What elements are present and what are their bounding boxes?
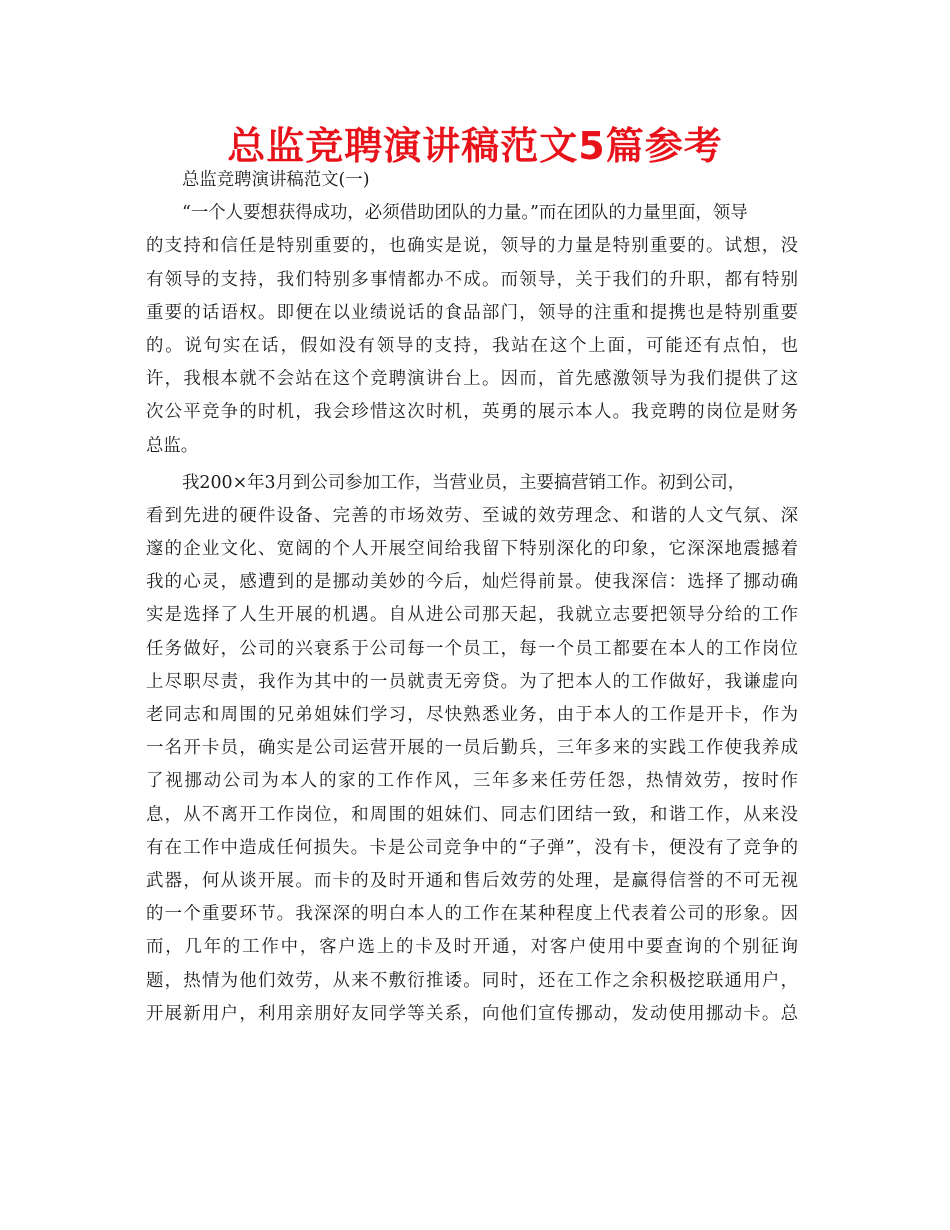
paragraph-line: 老同志和周围的兄弟姐妹们学习，尽快熟悉业务，由于本人的工作是开卡，作为 <box>146 705 798 725</box>
paragraph-line: 一名开卡员，确实是公司运营开展的一员后勤兵，三年多来的实践工作使我养成 <box>146 738 798 759</box>
paragraph-line: 总监。 <box>146 435 199 456</box>
paragraph-line: 我的心灵，感遭到的是挪动美妙的今后，灿烂得前景。使我深信：选择了挪动确 <box>146 572 798 593</box>
paragraph-line: 有领导的支持，我们特别多事情都办不成。而领导，关于我们的升职，都有特别 <box>146 269 798 290</box>
paragraph-2 <box>146 467 798 1031</box>
paragraph-line: 重要的话语权。即便在以业绩说话的食品部门，领导的注重和提携也是特别重要 <box>146 302 798 323</box>
paragraph-line: 息，从不离开工作岗位，和周围的姐妹们、同志们团结一致，和谐工作，从来没 <box>146 804 798 825</box>
paragraph-line: 的支持和信任是特别重要的，也确实是说，领导的力量是特别重要的。试想，没 <box>146 236 798 257</box>
paragraph-line: 开展新用户，利用亲朋好友同学等关系，向他们宣传挪动，发动使用挪动卡。总 <box>146 1003 798 1024</box>
paragraph-line: 的。说句实在话，假如没有领导的支持，我站在这个上面，可能还有点怕，也 <box>146 335 798 356</box>
section-heading: 总监竞聘演讲稿范文(一) <box>182 170 370 190</box>
paragraph-line: 的一个重要环节。我深深的明白本人的工作在某种程度上代表着公司的形象。因 <box>146 904 798 925</box>
paragraph-line: 武器，何从谈开展。而卡的及时开通和售后效劳的处理，是赢得信誉的不可无视 <box>146 870 798 891</box>
paragraph-line: 邃的企业文化、宽阔的个人开展空间给我留下特别深化的印象，它深深地震撼着 <box>146 539 798 560</box>
paragraph-line: 看到先进的硬件设备、完善的市场效劳、至诚的效劳理念、和谐的人文气氛、深 <box>146 505 798 526</box>
paragraph-line: 了视挪动公司为本人的家的工作作风，三年多来任劳任怨，热情效劳，按时作 <box>146 771 798 792</box>
paragraph-line: 题，热情为他们效劳，从来不敷衍推诿。同时，还在工作之余积极挖联通用户， <box>146 970 798 991</box>
paragraph-line: 次公平竞争的时机，我会珍惜这次时机，英勇的展示本人。我竞聘的岗位是财务 <box>146 402 798 423</box>
paragraph-line: 任务做好，公司的兴衰系于公司每一个员工，每一个员工都要在本人的工作岗位 <box>146 638 798 659</box>
paragraph-line: 我200×年3月到公司参加工作，当营业员，主要搞营销工作。初到公司， <box>182 472 746 493</box>
paragraph-line: 有在工作中造成任何损失。卡是公司竞争中的“子弹”，没有卡，便没有了竞争的 <box>146 837 798 858</box>
document-body <box>146 164 798 1031</box>
paragraph-1 <box>146 197 798 463</box>
paragraph-line: “一个人要想获得成功，必须借助团队的力量。”而在团队的力量里面，领导 <box>182 203 748 224</box>
paragraph-line: 而，几年的工作中，客户选上的卡及时开通，对客户使用中要查询的个别征询 <box>146 937 798 958</box>
paragraph-line: 实是选择了人生开展的机遇。自从进公司那天起，我就立志要把领导分给的工作 <box>146 605 798 626</box>
document-title: 总监竞聘演讲稿范文5篇参考 <box>227 124 723 168</box>
paragraph-line: 上尽职尽责，我作为其中的一员就责无旁贷。为了把本人的工作做好，我谦虚向 <box>146 671 798 692</box>
paragraph-line: 许，我根本就不会站在这个竞聘演讲台上。因而，首先感激领导为我们提供了这 <box>146 369 798 390</box>
